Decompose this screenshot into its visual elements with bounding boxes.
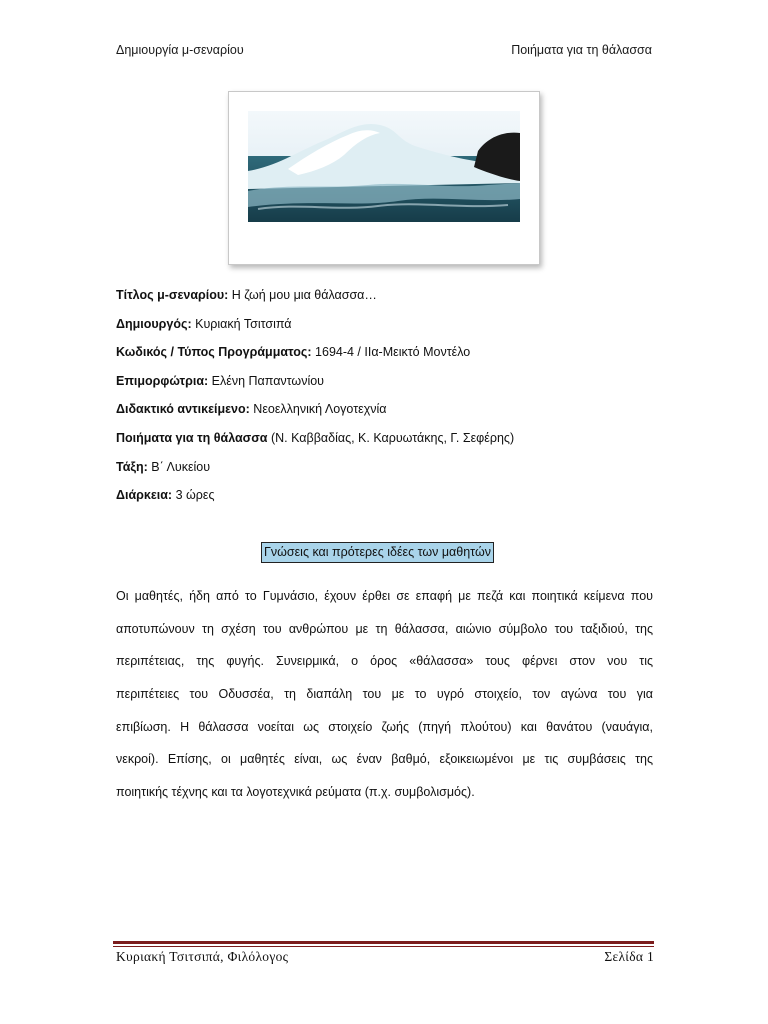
header-left: Δημιουργία μ-σεναρίου (116, 43, 244, 57)
body-line: περιπέτειες του Οδυσσέα, τη διαπάλη του με το υγρό στοιχείο, τον αγώνα του για (116, 687, 653, 702)
meta-poems: Ποιήματα για τη θάλασσα (Ν. Καββαδίας, Κ. Καρυωτάκης, Γ. Σεφέρης) (116, 430, 515, 445)
footer-rule-thin (113, 946, 654, 947)
sea-wave-photo-icon (248, 111, 520, 222)
footer-author: Κυριακή Τσιτσιπά, Φιλόλογος (116, 949, 289, 964)
meta-title: Τίτλος μ-σεναρίου: Η ζωή μου μια θάλασσα… (116, 288, 377, 302)
meta-duration: Διάρκεια: 3 ώρες (116, 488, 215, 503)
footer-page-number: Σελίδα 1 (604, 949, 654, 964)
body-paragraph (116, 586, 653, 815)
footer-rule (113, 941, 654, 944)
body-line: ποιητικής τέχνης και τα λογοτεχνικά ρεύματα (π.χ. συμβολισμός). (116, 785, 475, 800)
body-line: περιπέτειας, της φυγής. Συνειρμικά, ο όρος «θάλασσα» τους φέρνει στον νου τις (116, 654, 653, 669)
section-heading: Γνώσεις και πρότερες ιδέες των μαθητών (261, 542, 494, 563)
meta-author: Δημιουργός: Κυριακή Τσιτσιπά (116, 316, 292, 331)
photo-frame (228, 91, 540, 265)
header-right: Ποιήματα για τη θάλασσα (511, 43, 652, 57)
meta-trainer: Επιμορφώτρια: Ελένη Παπαντωνίου (116, 373, 325, 388)
body-line: Οι μαθητές, ήδη από το Γυμνάσιο, έχουν έρθει σε επαφή με πεζά και ποιητικά κείμενα που (116, 589, 653, 603)
meta-subject: Διδακτικό αντικείμενο: Νεοελληνική Λογοτεχνία (116, 402, 387, 417)
body-line: αποτυπώνουν τη σχέση του ανθρώπου με τη θάλασσα, αιώνιο σύμβολο του ταξιδιού, της (116, 621, 653, 636)
meta-code: Κωδικός / Τύπος Προγράμματος: 1694-4 / ΙΙα-Μεικτό Μοντέλο (116, 345, 471, 360)
meta-class: Τάξη: Β΄ Λυκείου (116, 459, 211, 474)
body-line: επιβίωση. Η θάλασσα νοείται ως στοιχείο ζωής (πηγή πλούτου) και θανάτου (ναυάγια, (116, 719, 653, 734)
scenario-metadata (116, 286, 656, 515)
body-line: νεκροί). Επίσης, οι μαθητές είναι, ως έναν βαθμό, εξοικειωμένοι με τις συμβάσεις της (116, 752, 653, 767)
